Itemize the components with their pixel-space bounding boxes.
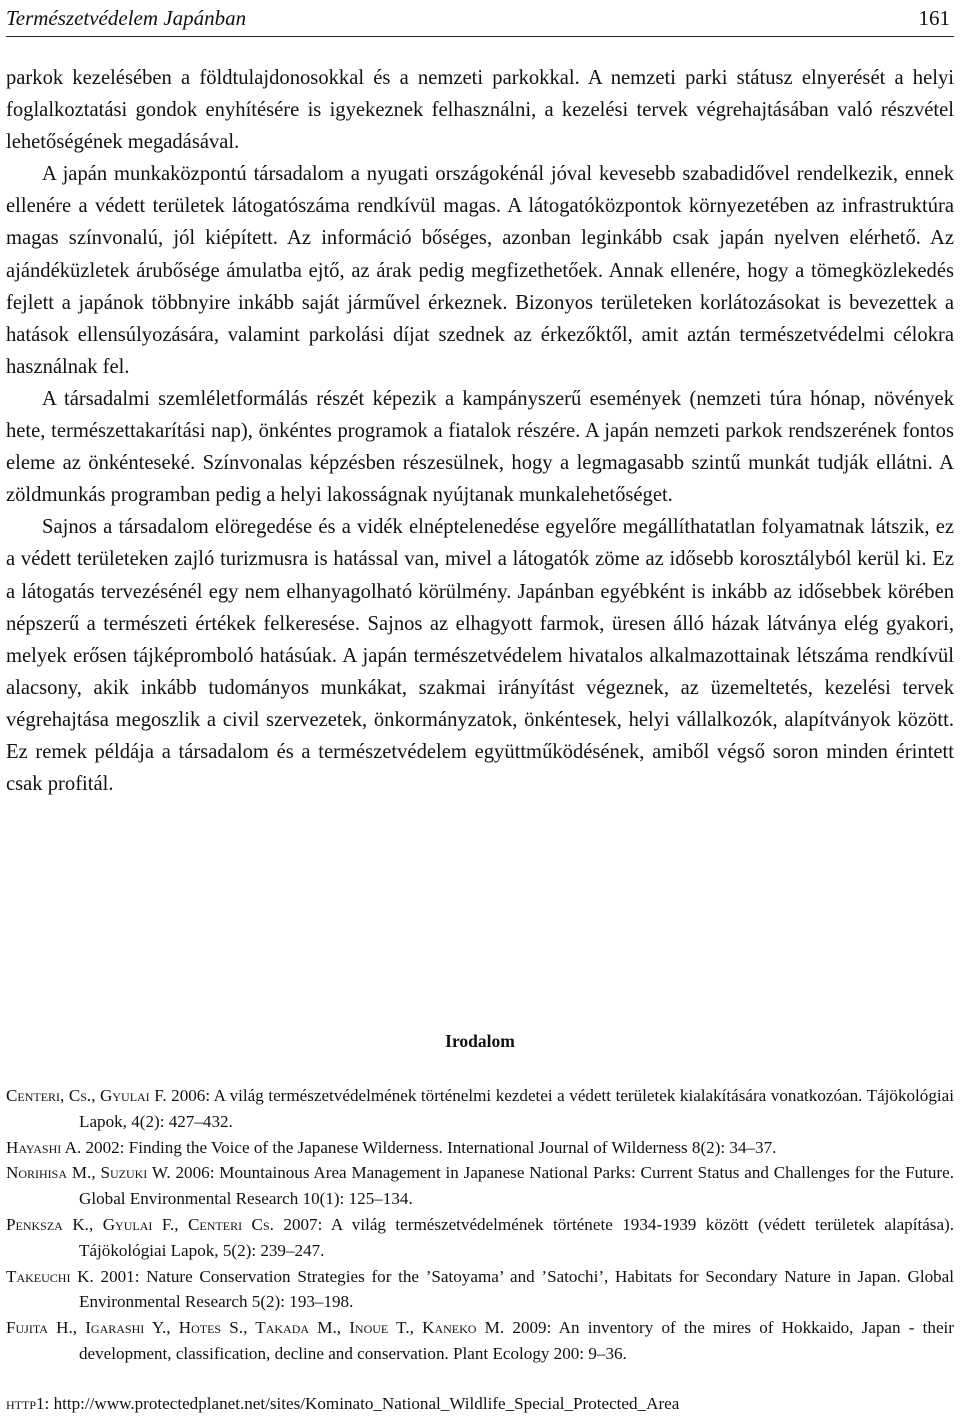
- references-list: [6, 1083, 954, 1367]
- paragraph: parkok kezelésében a földtulajdonosokkal és a nemzeti parkokkal. A nemzeti parki státusz elnyerését a helyi foglalkoztatási gondok enyhítésére is igyekeznek felhasználni, a kezelési tervek végrehajtásában való részvétel lehetőségének megadásával.: [6, 67, 954, 154]
- reference-item: [6, 1160, 954, 1212]
- reference-authors: Penksza K., Gyulai F., Centeri Cs.: [6, 1214, 274, 1234]
- page-header: [6, 2, 954, 37]
- page-number: 161: [918, 6, 950, 30]
- paragraph: Sajnos a társadalom elöregedése és a vidék elnéptelenedése egyelőre megállíthatatlan folyamatnak látszik, ez a védett területeken zajló turizmusra is hatással van, mivel a látogatók zöme az idősebb korosztályból kerül ki. Ez a látogatás tervezésénél egy nem elhanyagolható körülmény. Japánban egyébként is inkább az idősebbek körében népszerű a természeti értékek felkeresése. Sajnos az elhagyott farmok, üresen álló házak látványa elég gyakori, melyek erősen tájképromboló hatásúak. A japán természetvédelem hivatalos alkalmazottainak létszáma rendkívül alacsony, akik inkább tudományos munkákat, szakmai irányítást végeznek, az üzemeltetés, kezelési tervek végrehajtása megoszlik a civil szervezetek, önkormányzatok, önkéntesek, helyi vállalkozók, alapítványok között. Ez remek példája a társadalom és a természetvédelem együttműködésének, amiből végső soron minden érintett csak profitál.: [6, 516, 954, 796]
- body-text: [6, 62, 954, 800]
- paragraph: A japán munkaközpontú társadalom a nyugati országokénál jóval kevesebb szabadidővel rendelkezik, ennek ellenére a védett területek látogatószáma rendkívül magas. A látogatóközpontok környezetében az infrastruktúra magas színvonalú, jól kiépített. Az információ bőséges, azonban leginkább csak japán nyelven elérhető. Az ajándéküzletek árubősége ámulatba ejtő, az árak pedig megfizethetőek. Annak ellenére, hogy a tömegközlekedés fejlett a japánok többnyire inkább saját járművel érkeznek. Bizonyos területeken korlátozásokat is bevezettek a hatások ellensúlyozására, valamint parkolási díjat szednek az érkezőktől, amit aztán természetvédelmi célokra használnak fel.: [6, 163, 954, 378]
- reference-authors: Norihisa M., Suzuki W.: [6, 1163, 171, 1183]
- reference-text: 2002: Finding the Voice of the Japanese Wilderness. International Journal of Wilderness 8(2): 34–37.: [81, 1137, 777, 1157]
- reference-text: 2006: Mountainous Area Management in Japanese National Parks: Current Status and Challenges for the Future. Global Environmental Research 10(1): 125–134.: [79, 1163, 954, 1209]
- running-title: Természetvédelem Japánban: [6, 6, 247, 30]
- reference-text: 2007: A világ természetvédelmének története 1934-1939 között (védett területek alapítása). Tájökológiai Lapok, 5(2): 239–247.: [79, 1214, 955, 1260]
- reference-item: [6, 1212, 954, 1264]
- reference-item: [6, 1315, 954, 1367]
- reference-text: 2009: An inventory of the mires of Hokkaido, Japan - their development, classification, decline and conservation. Plant Ecology 200: 9–36.: [79, 1318, 954, 1363]
- footnote-label: http1: [6, 1394, 45, 1413]
- footnote-url[interactable]: : http://www.protectedplanet.net/sites/Kominato_National_Wildlife_Special_Protected_Area: [44, 1394, 680, 1413]
- reference-authors: Centeri, Cs., Gyulai F.: [6, 1086, 167, 1105]
- reference-authors: Hayashi A.: [6, 1137, 82, 1157]
- reference-item: [6, 1083, 954, 1135]
- paragraph: A társadalmi szemléletformálás részét képezik a kampányszerű események (nemzeti túra hónap, növények hete, természettakarítási nap), önkéntes programok a fiatalok részére. A japán nemzeti parkok rendszerének fontos eleme az önkénteseké. Színvonalas képzésben részesülnek, hogy a legmagasabb szintű munkát tudják ellátni. A zöldmunkás programban pedig a helyi lakosságnak nyújtanak munkalehetőséget.: [6, 387, 954, 507]
- references-heading: Irodalom: [445, 1031, 515, 1051]
- reference-authors: Fujita H., Igarashi Y., Hotes S., Takada M., Inoue T., Kaneko M.: [6, 1318, 505, 1338]
- reference-authors: Takeuchi K.: [6, 1266, 94, 1286]
- reference-item: [6, 1264, 954, 1316]
- reference-text: 2006: A világ természetvédelmének történelmi kezdetei a védett területek kialakítására vonatkozóan. Tájökológiai Lapok, 4(2): 427–432.: [79, 1086, 954, 1131]
- reference-item: [6, 1135, 954, 1161]
- reference-text: 2001: Nature Conservation Strategies for the ’Satoyama’ and ’Satochi’, Habitats for Secondary Nature in Japan. Global Environmental Research 5(2): 193–198.: [79, 1266, 954, 1312]
- footnote: [6, 1392, 954, 1416]
